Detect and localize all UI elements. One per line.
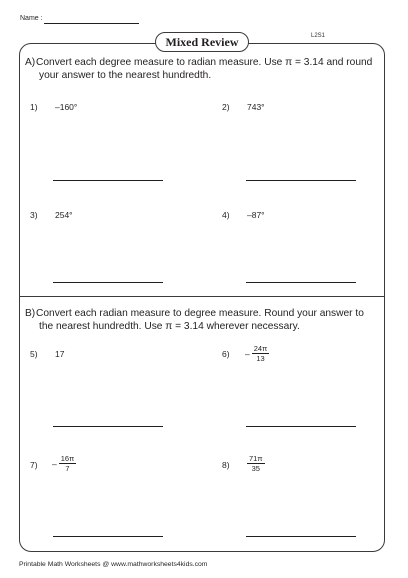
- section-a-line-1: Convert each degree measure to radian measure. Use π = 3.14 and round: [36, 57, 373, 68]
- section-divider: [19, 296, 385, 297]
- answer-line: [246, 426, 356, 427]
- fraction-expression: [245, 454, 265, 473]
- section-b-line-2: the nearest hundredth. Use π = 3.14 wherever necessary.: [39, 321, 300, 332]
- answer-line: [246, 180, 356, 181]
- worksheet-frame: [19, 43, 385, 552]
- answer-line: [53, 426, 163, 427]
- problem-number: 4): [222, 210, 230, 220]
- section-b-letter: B): [25, 308, 36, 319]
- fraction-numerator: 24π: [253, 344, 268, 353]
- name-label: Name :: [20, 15, 43, 22]
- fraction-numerator: 16π: [60, 454, 75, 463]
- section-b-instructions: [25, 307, 380, 335]
- problem-number: 6): [222, 349, 230, 359]
- answer-line: [53, 180, 163, 181]
- fraction-sign: –: [52, 458, 57, 469]
- problem-number: 3): [30, 210, 38, 220]
- worksheet-code: L2S1: [311, 33, 326, 39]
- fraction-denominator: 7: [65, 464, 70, 473]
- answer-line: [246, 282, 356, 283]
- problem-number: 1): [30, 102, 38, 112]
- answer-line: [53, 536, 163, 537]
- problem-number: 2): [222, 102, 230, 112]
- name-blank-line: [44, 23, 139, 24]
- problem-value: 17: [55, 349, 65, 359]
- worksheet-title: Mixed Review: [165, 34, 239, 49]
- section-a-line-2: your answer to the nearest hundredth.: [39, 70, 212, 81]
- problem-number: 7): [30, 460, 38, 470]
- fraction-sign: –: [245, 348, 250, 359]
- problem-value: –160°: [55, 102, 78, 112]
- section-a-letter: A): [25, 57, 36, 68]
- answer-line: [53, 282, 163, 283]
- problem-number: 5): [30, 349, 38, 359]
- footer-credit: Printable Math Worksheets @ www.mathworksheets4kids.com: [19, 561, 208, 568]
- fraction-expression: [52, 454, 76, 473]
- section-a-instructions: [25, 56, 380, 84]
- fraction-denominator: 13: [256, 354, 265, 363]
- fraction-numerator: 71π: [249, 454, 263, 463]
- title-box: [155, 32, 249, 52]
- problem-value: –87°: [247, 210, 265, 220]
- section-b-line-1: Convert each radian measure to degree measure. Round your answer to: [36, 308, 364, 319]
- problem-value: 743°: [247, 102, 265, 112]
- problem-number: 8): [222, 460, 230, 470]
- answer-line: [246, 536, 356, 537]
- problem-value: 254°: [55, 210, 73, 220]
- fraction-expression: [245, 344, 269, 363]
- fraction-denominator: 35: [251, 464, 260, 473]
